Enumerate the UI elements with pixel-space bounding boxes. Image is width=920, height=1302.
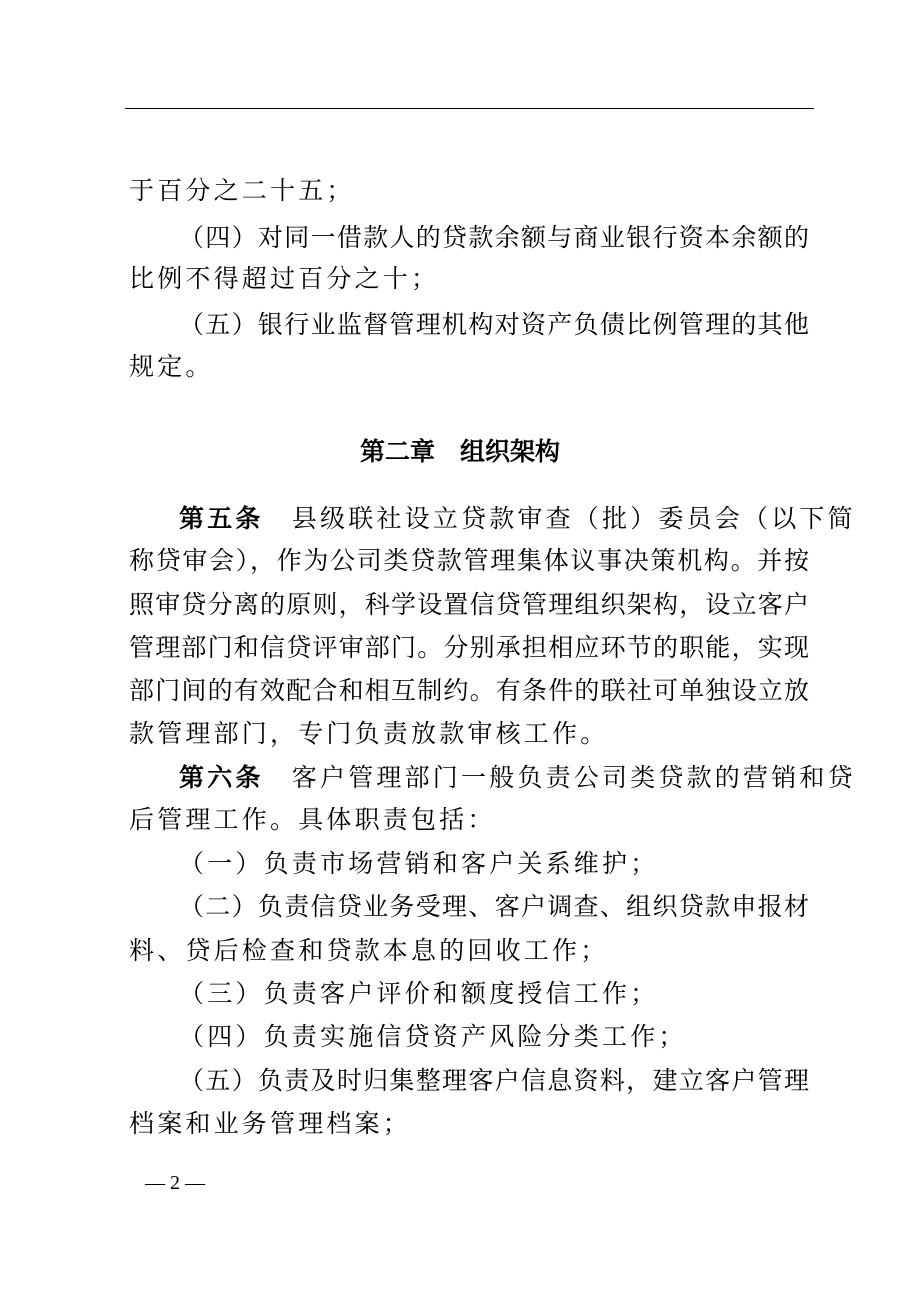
paragraph-line: 规定。 [129, 352, 214, 381]
paragraph-line: （二）负责信贷业务受理、客户调查、组织贷款申报材 [179, 892, 809, 921]
paragraph-line: （四）负责实施信贷资产风险分类工作； [179, 1022, 687, 1051]
article-5-label: 第五条 [179, 504, 264, 533]
paragraph-line: （四）对同一借款人的贷款余额与商业银行资本余额的 [179, 223, 809, 252]
paragraph-line: 比例不得超过百分之十； [129, 264, 440, 293]
article-6-text: 客户管理部门一般负责公司类贷款的营销和贷 [263, 763, 856, 792]
paragraph-line: （三）负责客户评价和额度授信工作； [179, 979, 659, 1008]
paragraph-line: 照审贷分离的原则，科学设置信贷管理组织架构，设立客户 [129, 590, 809, 619]
article-5-text: 县级联社设立贷款审查（批）委员会（以下简 [263, 504, 856, 533]
paragraph-line: 款管理部门，专门负责放款审核工作。 [129, 719, 609, 748]
paragraph-line: （一）负责市场营销和客户关系维护； [179, 849, 659, 878]
header-rule [125, 108, 814, 109]
article-6-label: 第六条 [179, 763, 264, 792]
paragraph-line: 部门间的有效配合和相互制约。有条件的联社可单独设立放 [129, 676, 809, 705]
paragraph-line: 称贷审会），作为公司类贷款管理集体议事决策机构。并按 [129, 546, 809, 575]
paragraph-line: 于百分之二十五； [129, 176, 355, 205]
paragraph-line: 料、贷后检查和贷款本息的回收工作； [129, 936, 609, 965]
chapter-title: 第二章 组织架构 [359, 437, 560, 466]
paragraph-line: 后管理工作。具体职责包括： [129, 805, 496, 834]
paragraph-line: 管理部门和信贷评审部门。分别承担相应环节的职能，实现 [129, 633, 809, 662]
article-6-first-line [179, 763, 856, 793]
paragraph-line: （五）银行业监督管理机构对资产负债比例管理的其他 [179, 310, 809, 339]
paragraph-line: 档案和业务管理档案； [129, 1109, 412, 1138]
page-number: — 2 — [145, 1172, 205, 1194]
paragraph-line: （五）负责及时归集整理客户信息资料，建立客户管理 [179, 1066, 809, 1095]
article-5-first-line [179, 504, 856, 534]
